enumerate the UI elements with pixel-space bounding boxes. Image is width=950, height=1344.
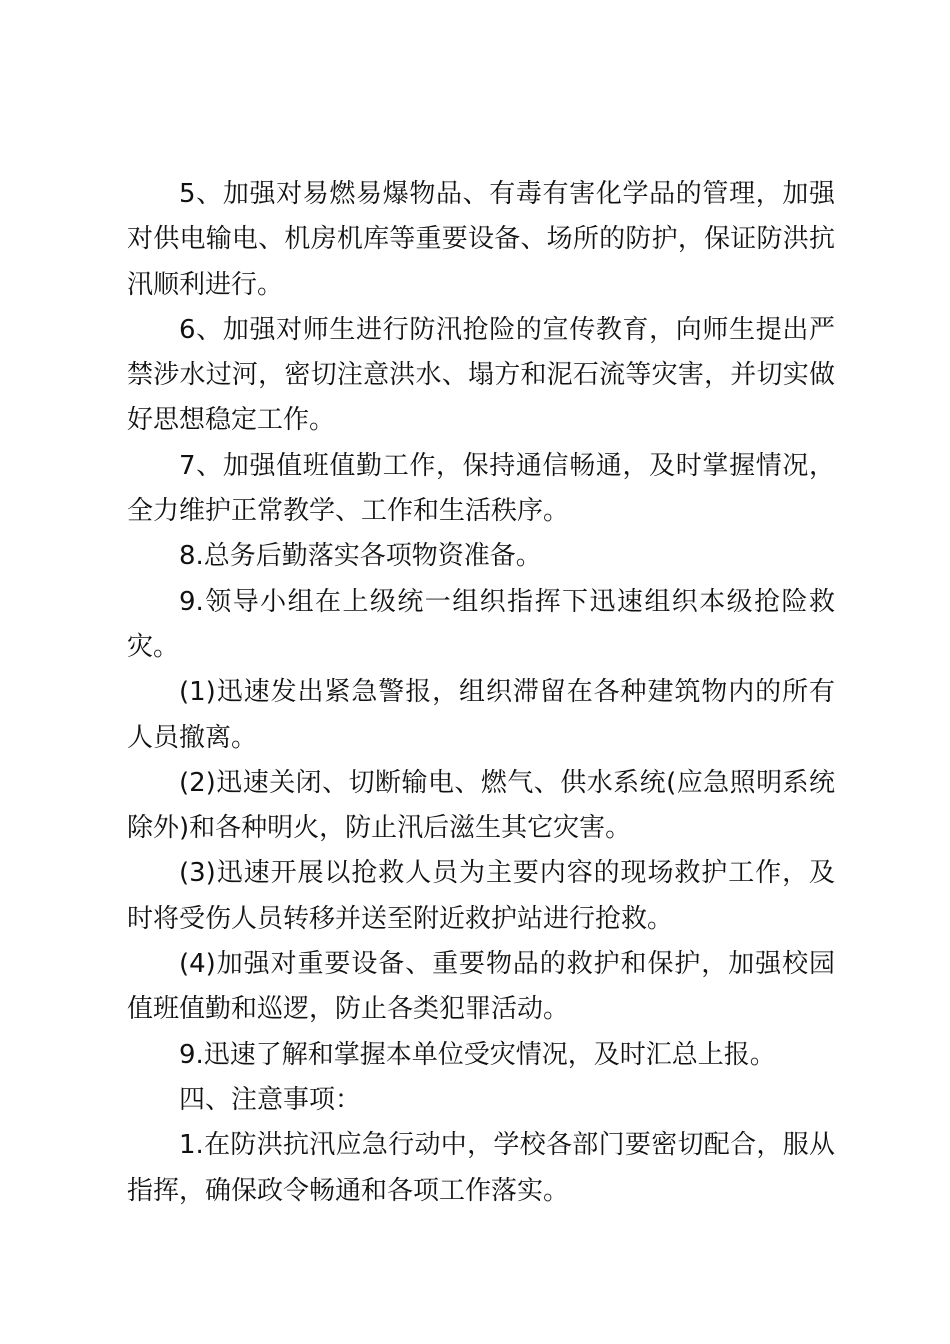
paragraph-notes-1-coordination: 1.在防洪抗汛应急行动中，学校各部门要密切配合，服从指挥，确保政令畅通和各项工作落实。	[127, 1130, 835, 1206]
paragraph-sub-2-shutoff: (2)迅速关闭、切断输电、燃气、供水系统(应急照明系统除外)和各种明火，防止汛后滋生其它灾害。	[127, 767, 835, 844]
paragraph-8-logistics: 8.总务后勤落实各项物资准备。	[179, 541, 542, 572]
paragraph-9-report: 9.迅速了解和掌握本单位受灾情况，及时汇总上报。	[179, 1039, 776, 1070]
document-body	[127, 172, 835, 1214]
paragraph-7-duty-shifts: 7、加强值班值勤工作，保持通信畅通，及时掌握情况，全力维护正常教学、工作和生活秩序。	[127, 450, 835, 527]
paragraph-5-hazardous-materials: 5、加强对易燃易爆物品、有毒有害化学品的管理，加强对供电输电、机房机库等重要设备、场所的防护，保证防洪抗汛顺利进行。	[127, 179, 835, 300]
paragraph-9-leadership: 9.领导小组在上级统一组织指挥下迅速组织本级抢险救灾。	[127, 586, 835, 662]
paragraph-sub-1-evacuation: (1)迅速发出紧急警报，组织滞留在各种建筑物内的所有人员撤离。	[127, 677, 835, 753]
section-heading-notes: 四、注意事项：	[179, 1084, 362, 1115]
paragraph-6-safety-education: 6、加强对师生进行防汛抢险的宣传教育，向师生提出严禁涉水过河，密切注意洪水、塌方和泥石流等灾害，并切实做好思想稳定工作。	[127, 314, 835, 436]
paragraph-sub-4-protection: (4)加强对重要设备、重要物品的救护和保护，加强校园值班值勤和巡逻，防止各类犯罪活动。	[127, 949, 835, 1025]
paragraph-sub-3-rescue: (3)迅速开展以抢救人员为主要内容的现场救护工作，及时将受伤人员转移并送至附近救护站进行抢救。	[127, 858, 835, 934]
